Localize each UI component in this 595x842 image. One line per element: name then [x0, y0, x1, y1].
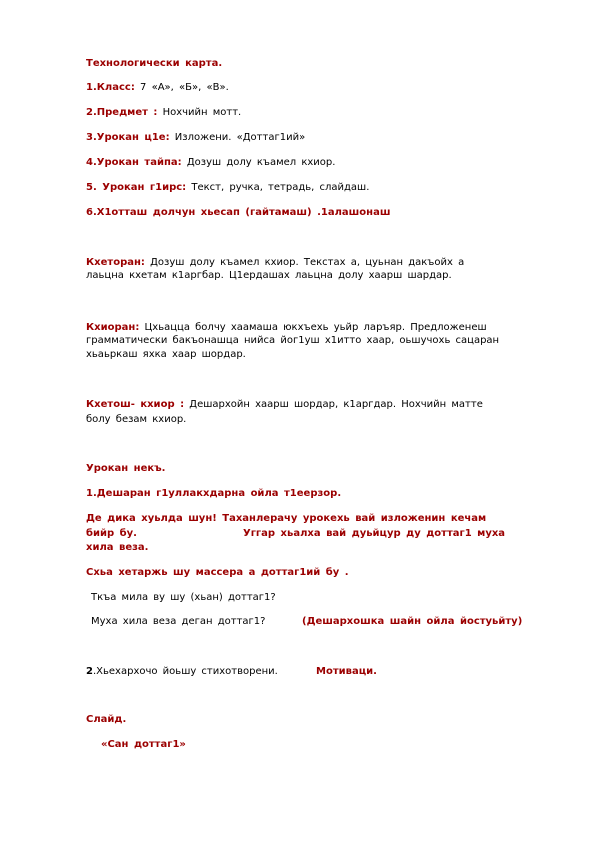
slide-title: «Сан доттаг1»	[101, 739, 186, 750]
objective-3-text-1: Дешархойн хаарш шордар, к1аргдар. Нохчийн матте	[189, 399, 483, 410]
class-value: 7 «А», «Б», «В».	[140, 82, 229, 93]
step-1-text-line-3: хила веза.	[86, 542, 149, 553]
subject-value: Нохчийн мотт.	[162, 107, 242, 118]
objective-2-label: Кхиоран:	[86, 322, 140, 333]
goal-label: 3.Урокан ц1е:	[86, 132, 170, 143]
objective-1-line-2: лаьцна кхетам к1аргбар. Ц1ердашах лаьцна долу хаарш шардар.	[86, 270, 452, 281]
objective-3-line-1	[86, 398, 483, 411]
step-1-text-line-1: Де дика хуьлда шун! Таханлерачу урокехь вай изложенин кечам	[86, 513, 487, 524]
lesson-course-heading: Урокан некъ.	[86, 463, 166, 474]
type-value: Дозуш долу къамел кхиор.	[186, 157, 336, 168]
doc-title: Технологически карта.	[86, 58, 223, 69]
equipment-line	[86, 181, 369, 194]
objective-2-line-3: хьаьркаш яхка хаар шордар.	[86, 349, 246, 360]
goal-value: Изложени. «Доттаг1ий»	[174, 132, 306, 143]
question-1: Ткъа мила ву шу (хьан) доттаг1?	[91, 592, 276, 603]
class-line	[86, 81, 229, 94]
objective-1-label: Кхеторан:	[86, 257, 145, 268]
objective-3-label: Кхетош- кхиор :	[86, 399, 185, 410]
step-2-line	[86, 665, 278, 678]
step-1-text-line-2a: бийр бу.	[86, 528, 137, 539]
goal-line	[86, 131, 305, 144]
objective-2-line-2: грамматически бакъонашца нийса йог1уш х1итто хаар, оьшучохь сацаран	[86, 335, 500, 346]
class-label: 1.Класс:	[86, 82, 135, 93]
objective-2-text-1: Цхьацца болчу хаамаша юкхъехь уьйр ларъяр. Предложенеш	[144, 322, 487, 333]
objective-1-text-1: Дозуш долу къамел кхиор. Текстах а, цуьнан дакъойх а	[150, 257, 465, 268]
equipment-value: Текст, ручка, тетрадь, слайдаш.	[191, 182, 370, 193]
question-red: Схьа хетаржь шу массера а доттаг1ий бу .	[86, 567, 349, 578]
step-2-motivation: Мотиваци.	[316, 666, 377, 677]
subject-label: 2.Предмет :	[86, 107, 158, 118]
objective-2-line-1	[86, 321, 487, 334]
step-2-text: .Хьехархочо йоьшу стихотворени.	[92, 666, 278, 677]
question-2-note: (Дешархошка шайн ойла йостуьйту)	[302, 616, 523, 627]
objective-3-line-2: болу безам кхиор.	[86, 414, 187, 425]
step-2-number: 2	[86, 666, 93, 677]
question-2: Муха хила веза деган доттаг1?	[91, 616, 266, 627]
equipment-label: 5. Урокан г1ирс:	[86, 182, 187, 193]
type-line	[86, 156, 335, 169]
objective-1-line-1	[86, 256, 464, 269]
step-1-title: 1.Дешаран г1уллакхдарна ойла т1еерзор.	[86, 488, 342, 499]
step-1-text-line-2b: Уггар хьалха вай дуьйцур ду доттаг1 муха	[243, 528, 506, 539]
subject-line	[86, 106, 241, 119]
results-heading: 6.Х1отташ долчун хьесап (гайтамаш) .1алашонаш	[86, 207, 391, 218]
slide-label: Слайд.	[86, 714, 127, 725]
type-label: 4.Урокан тайпа:	[86, 157, 182, 168]
